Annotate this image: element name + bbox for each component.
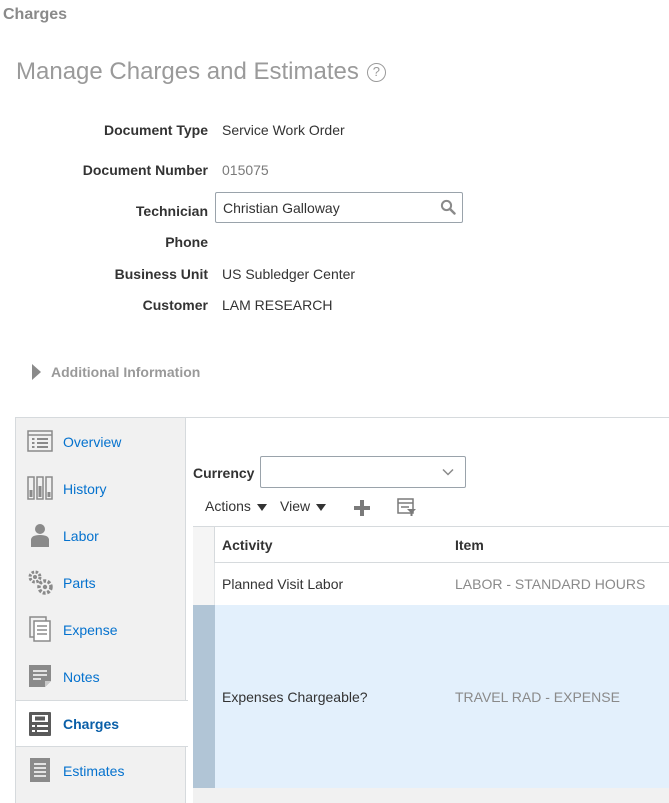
page-title — [16, 58, 386, 86]
sidebar-item-history[interactable] — [16, 465, 186, 512]
actions-menu[interactable] — [205, 498, 267, 514]
row-selector[interactable] — [193, 563, 215, 605]
sidebar-item-label: Expense — [63, 621, 118, 638]
document-stack-icon — [27, 616, 53, 642]
technician-value: Christian Galloway — [223, 200, 340, 216]
charges-register-icon — [27, 711, 53, 737]
sidebar-item-label: Parts — [63, 574, 96, 591]
business-unit-label: Business Unit — [114, 266, 208, 282]
customer-value: LAM RESEARCH — [222, 297, 333, 313]
document-type-value: Service Work Order — [222, 122, 345, 138]
estimates-list-icon — [27, 757, 53, 783]
sidebar-item-label: Notes — [63, 668, 100, 685]
document-number-value: 015075 — [222, 162, 269, 178]
plus-icon[interactable] — [353, 499, 371, 517]
document-number-row — [0, 159, 669, 181]
activity-cell: Expenses Chargeable? — [222, 689, 368, 705]
sidebar-item-label: Charges — [63, 715, 120, 732]
table-row[interactable] — [193, 563, 669, 605]
notes-icon — [27, 663, 53, 689]
table-row-selected[interactable] — [193, 605, 669, 788]
column-header-activity[interactable]: Activity — [222, 537, 273, 553]
business-unit-row — [0, 263, 669, 285]
activity-cell: Planned Visit Labor — [222, 576, 344, 592]
row-header-gutter — [193, 527, 215, 563]
view-menu[interactable] — [280, 498, 326, 514]
sidebar-item-expense[interactable] — [16, 606, 186, 653]
chevron-down-icon[interactable] — [442, 466, 454, 478]
table-header — [193, 526, 669, 563]
page-title-text: Manage Charges and Estimates — [16, 58, 359, 85]
sidebar-item-estimates[interactable] — [16, 747, 186, 794]
additional-information-toggle[interactable] — [32, 364, 200, 380]
actions-label: Actions — [205, 498, 251, 514]
person-icon — [27, 522, 53, 548]
freeze-filter-icon[interactable] — [397, 498, 417, 517]
sidebar-item-label: Labor — [63, 527, 99, 544]
sidebar-item-parts[interactable] — [16, 559, 186, 606]
phone-label: Phone — [165, 234, 208, 250]
sidebar-item-label: History — [63, 480, 107, 497]
expand-triangle-icon[interactable] — [32, 364, 41, 380]
breadcrumb: Charges — [3, 6, 68, 23]
technician-label: Technician — [135, 203, 208, 219]
sidebar-item-notes[interactable] — [16, 653, 186, 700]
caret-down-icon — [316, 504, 326, 511]
view-label: View — [280, 498, 311, 514]
document-type-row — [0, 119, 669, 141]
document-type-label: Document Type — [104, 122, 208, 138]
table-footer-strip — [193, 788, 669, 803]
currency-label: Currency — [193, 465, 255, 481]
history-columns-icon — [27, 475, 53, 501]
item-cell: TRAVEL RAD - EXPENSE — [455, 689, 620, 705]
row-selector[interactable] — [193, 605, 215, 788]
overview-list-icon — [27, 428, 53, 454]
sidebar-item-overview[interactable] — [16, 418, 186, 465]
customer-label: Customer — [142, 297, 208, 313]
sidebar-item-label: Estimates — [63, 762, 125, 779]
customer-row — [0, 294, 669, 316]
sidebar-item-label: Overview — [63, 433, 122, 450]
business-unit-value: US Subledger Center — [222, 266, 356, 282]
technician-row — [0, 200, 669, 222]
technician-field[interactable] — [215, 192, 463, 223]
caret-down-icon — [257, 504, 267, 511]
phone-row — [0, 231, 669, 253]
gears-icon — [27, 569, 53, 595]
item-cell: LABOR - STANDARD HOURS — [455, 576, 646, 592]
sidebar-item-labor[interactable] — [16, 512, 186, 559]
additional-information-label: Additional Information — [51, 364, 201, 380]
help-circle-icon[interactable]: ? — [367, 63, 386, 82]
currency-select[interactable] — [260, 456, 466, 488]
sidebar-item-charges[interactable] — [16, 700, 188, 747]
column-header-item[interactable]: Item — [455, 537, 484, 553]
sidebar — [15, 418, 186, 803]
search-icon[interactable] — [440, 199, 456, 215]
document-number-label: Document Number — [82, 162, 208, 178]
